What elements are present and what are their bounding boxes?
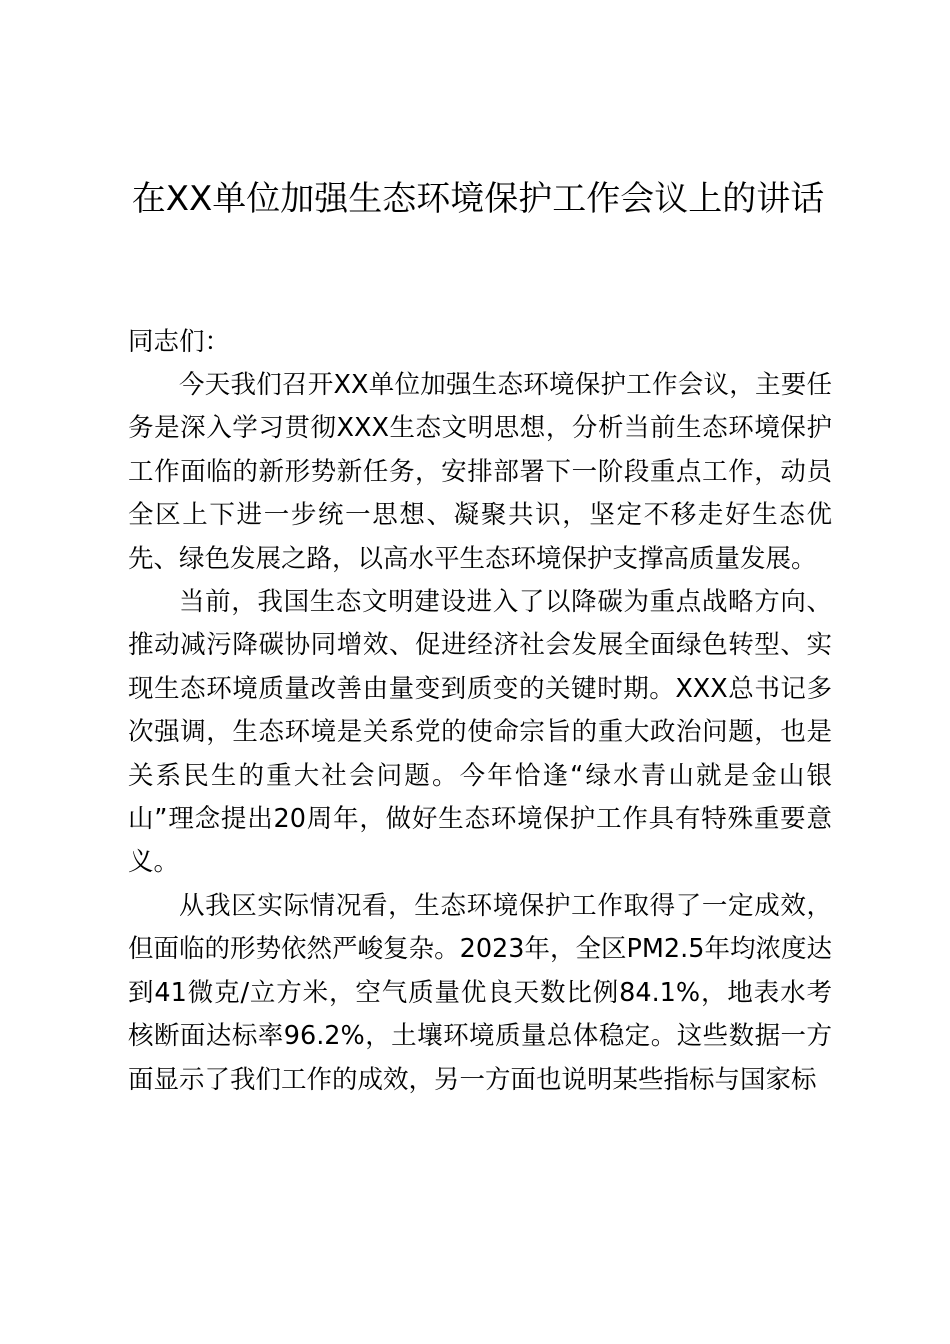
paragraph-3: 从我区实际情况看，生态环境保护工作取得了一定成效，但面临的形势依然严峻复杂。2023年，全区PM2.5年均浓度达到41微克/立方米，空气质量优良天数比例84.1%，地表水考核断面达标率96.2%，土壤环境质量总体稳定。这些数据一方面显示了我们工作的成效，另一方面也说明某些指标与国家标 [128,890,832,1095]
document-body [128,321,832,1102]
paragraph-2: 当前，我国生态文明建设进入了以降碳为重点战略方向、推动减污降碳协同增效、促进经济社会发展全面绿色转型、实现生态环境质量改善由量变到质变的关键时期。XXX总书记多次强调，生态环境是关系党的使命宗旨的重大政治问题，也是关系民生的重大社会问题。今年恰逢“绿水青山就是金山银山”理念提出20周年，做好生态环境保护工作具有特殊重要意义。 [128,587,832,878]
paragraph-1: 今天我们召开XX单位加强生态环境保护工作会议，主要任务是深入学习贯彻XXX生态文明思想，分析当前生态环境保护工作面临的新形势新任务，安排部署下一阶段重点工作，动员全区上下进一步统一思想、凝聚共识，坚定不移走好生态优先、绿色发展之路，以高水平生态环境保护支撑高质量发展。 [128,370,832,574]
document-title: 在XX单位加强生态环境保护工作会议上的讲话 [131,179,825,219]
greeting: 同志们： [128,327,231,357]
